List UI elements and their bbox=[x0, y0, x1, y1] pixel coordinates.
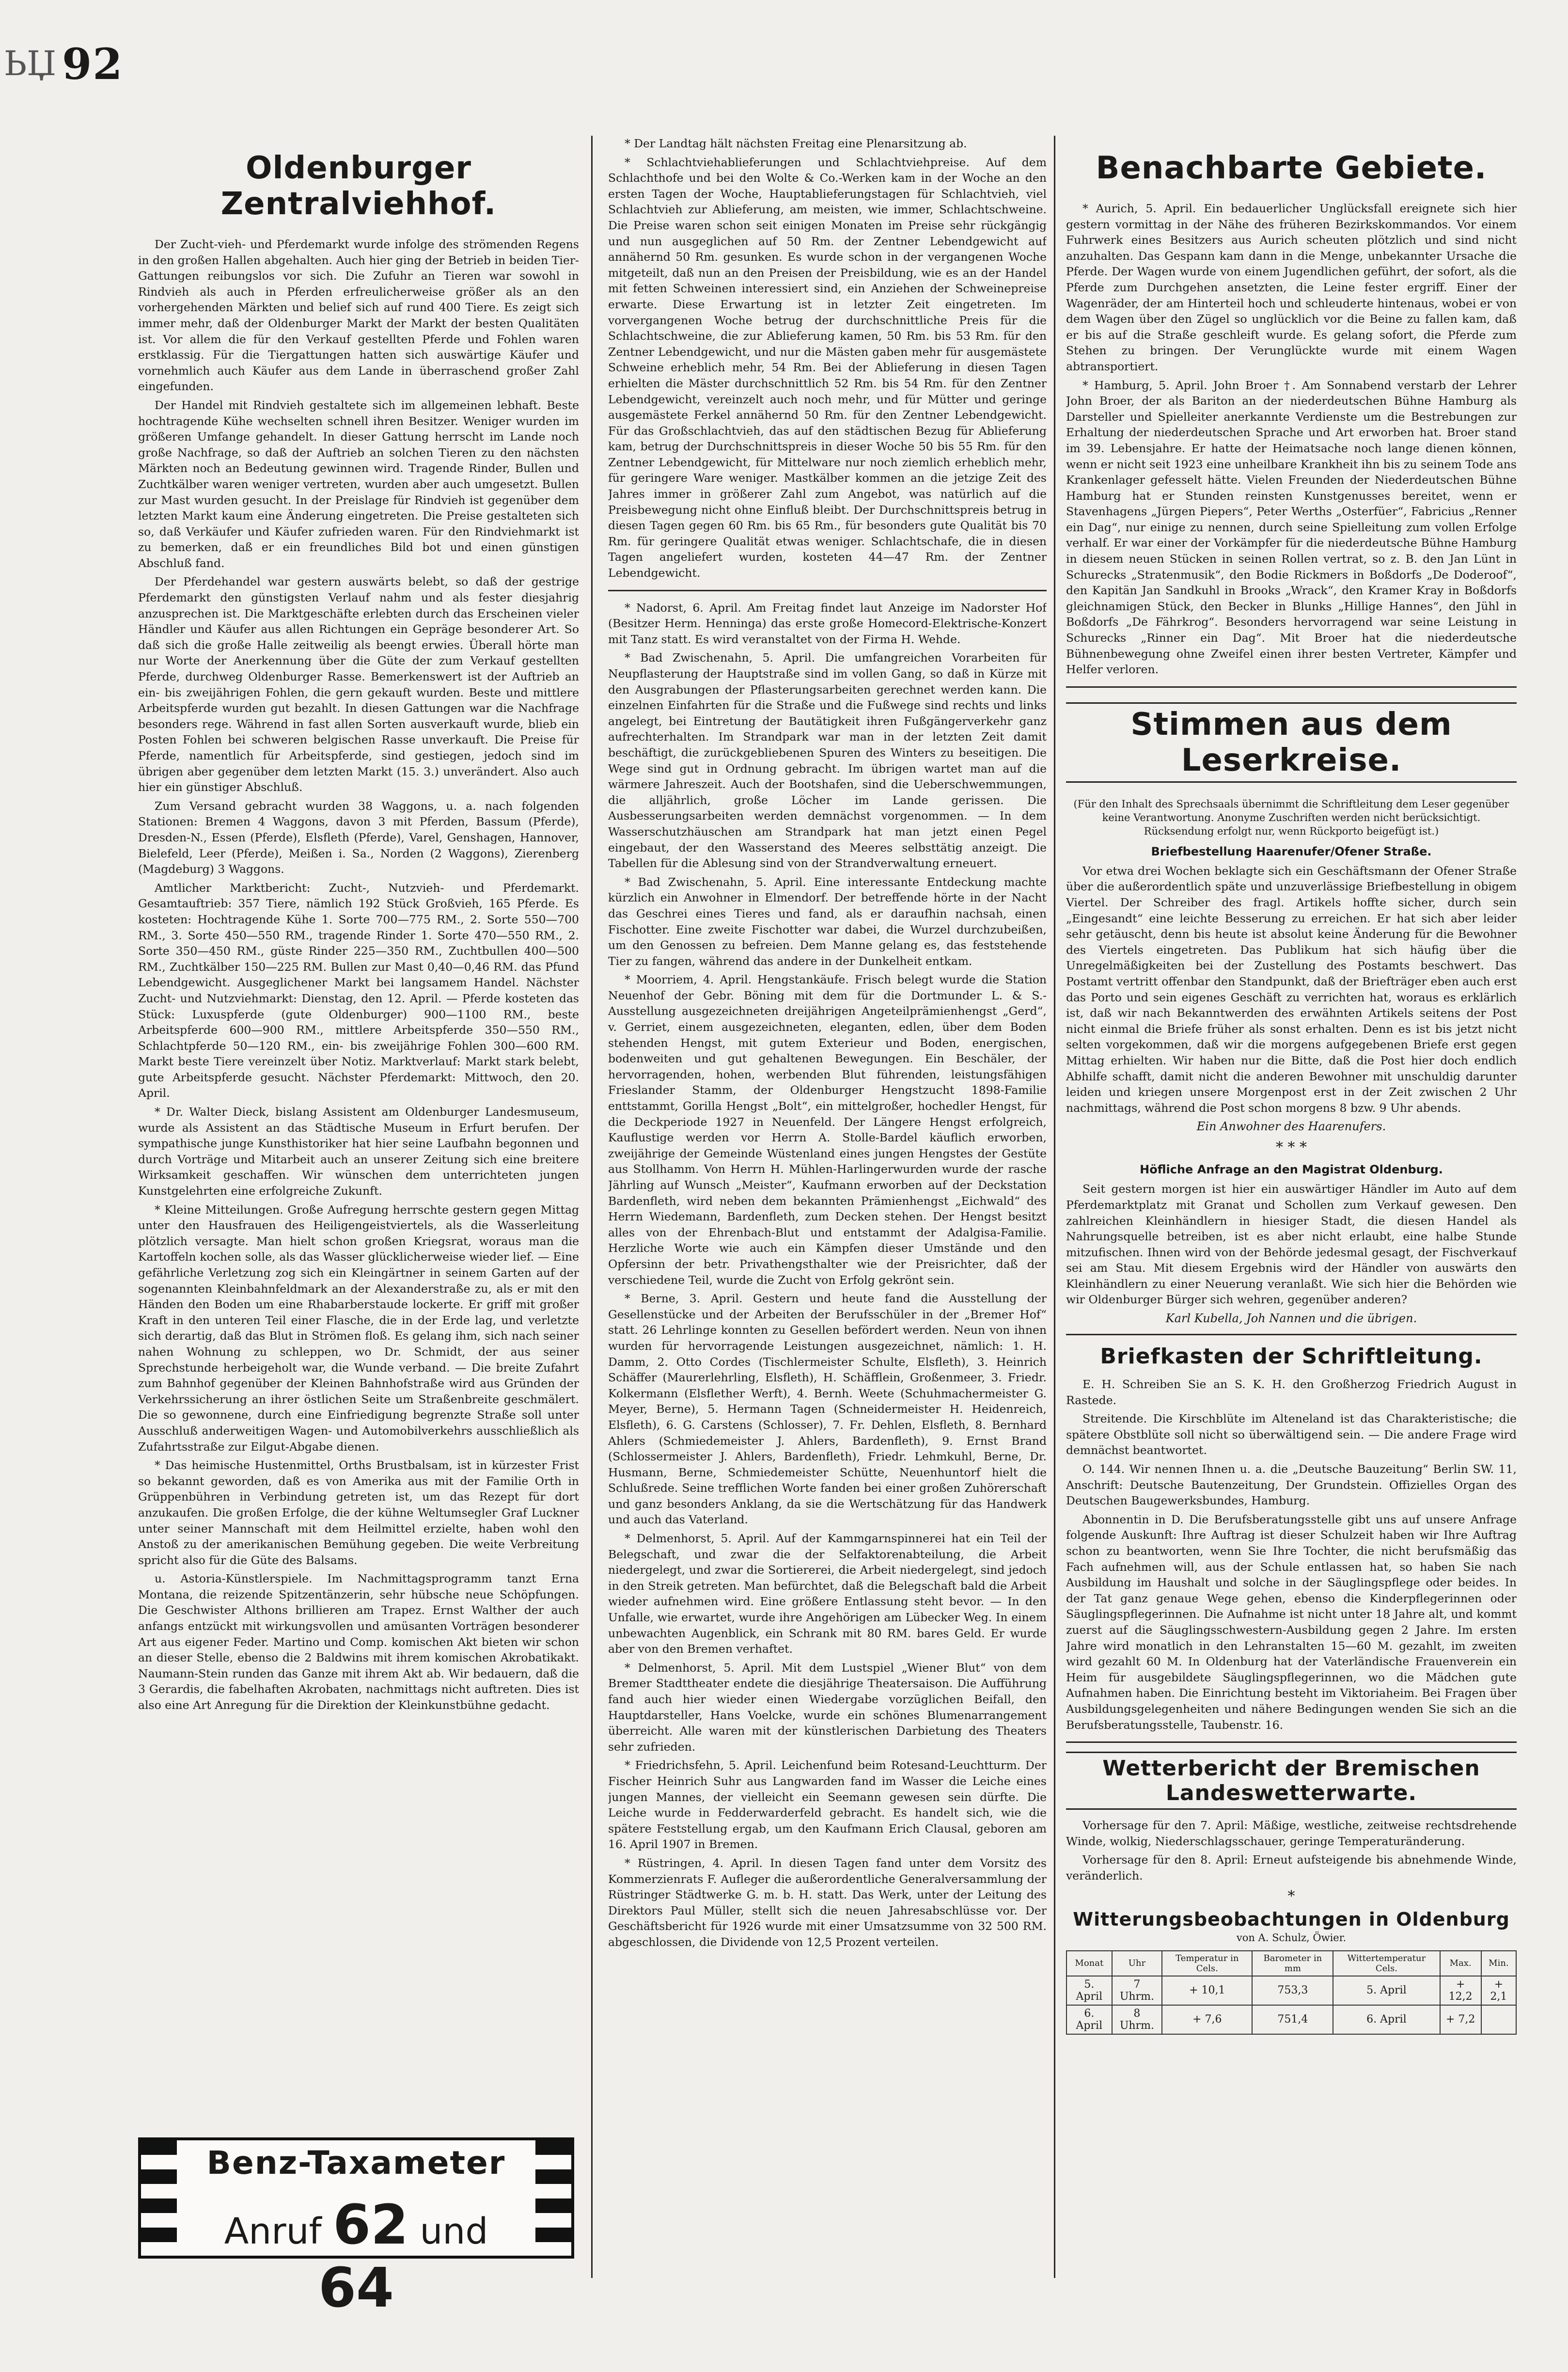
table-header-cell: Wittertemperatur Cels. bbox=[1333, 1951, 1440, 1976]
article-paragraph: * Friedrichsfehn, 5. April. Leichenfund beim Rotesand-Leuchtturm. Der Fischer Heinrich Suhr aus Langwarden fand im Wasser die Leiche eines jungen Mannes, der vielleicht ein Seemann gewesen sein dürfte. Die Leiche wurde in Fedderwarderfeld gebracht. Es handelt sich, wie die spätere Feststellung ergab, um den Kaufmann Erich Clausal, geboren am 16. April 1907 in Bremen. bbox=[608, 1758, 1047, 1851]
article-paragraph: * Berne, 3. April. Gestern und heute fand die Ausstellung der Gesellenstücke und der Arbeiten der Berufsschüler in der „Bremer Hof“ statt. 26 Lehrlinge konnten zu Gesellen befördert werden. Neun von ihnen wurden für hervorragende Leistungen ausgezeichnet, nämlich: 1. H. Damm, 2. Otto Cordes (Tischlermeister Schulte, Elsfleth), 3. Heinrich Schäffer (Maurerlehrling, Elsfleth), H. Schäfflein, Großenmeer, 3. Friedr. Kolkermann (Elsflether Werft), 4. Bernh. Weete (Schuhmachermeister G. Meyer, Berne), 5. Hermann Tagen (Schneidermeister H. Heidenreich, Elsfleth), 6. G. Carstens (Schlosser), 7. Fr. Dehlen, Elsfleth, 8. Bernhard Ahlers (Schmiedemeister J. Ahlers, Bardenfleth), 9. Ernst Brand (Schlossermeister J. Ahlers, Bardenfleth), Friedr. Lehmkuhl, Berne, Dr. Husmann, Berne, Schmiedemeister Schütte, Neuenhuntorf hielt die Schlußrede. Seine trefflichen Worte fanden bei einer großen Zuhörerschaft und ganz besonders Anklang, da sie die Wertschätzung für das Handwerk und auch das Vaterland. bbox=[608, 1292, 1047, 1527]
table-cell: + 7,2 bbox=[1440, 2005, 1481, 2034]
article-headline: Oldenburger Zentralviehhof. bbox=[220, 150, 497, 222]
article-paragraph: * Aurich, 5. April. Ein bedauerlicher Unglücksfall ereignete sich hier gestern vormittag in der Nähe des früheren Bezirkskommandos. Vor einem Fuhrwerk eines Besitzers aus Aurich scheuten plötzlich und sind nicht anzuhalten. Das Gespann kam dann in die Menge, unbekannter Ursache die Pferde. Der Wagen wurde von einem Jugendlichen geführt, der sofort, als die Pferde zum Durchgehen ansetzten, die Leine fester ergriff. Einer der Wagenräder, der am Hinterteil hoch und schleuderte hintenaus, wobei er von dem Wagen über den Zügel so unglücklich vor die Beine zu fallen kam, daß er bis auf die Straße geschleift wurde. Es gelang sofort, die Pferde zum Stehen zu bringen. Der Verunglückte wurde mit einem Wagen abtransportiert. bbox=[1066, 202, 1517, 373]
table-cell: + 2,1 bbox=[1481, 1976, 1516, 2005]
observer-line: von A. Schulz, Öwier. bbox=[1236, 1931, 1347, 1944]
ad-checker-border bbox=[141, 2140, 177, 2256]
article-paragraph: * Bad Zwischenahn, 5. April. Eine interessante Entdeckung machte kürzlich ein Anwohner in Elmendorf. Der betreffende hörte in der Nacht das Geschrei eines Tieres und fand, als er daraufhin nachsah, einen Fischotter. Eine zweite Fischotter war dabei, die Wurzel durchzubeißen, um den Genossen zu befreien. Dem Manne gelang es, das feststehende Tier zu fangen, während das andere in der Dunkelheit entkam. bbox=[608, 875, 1047, 968]
ad-checker-border bbox=[535, 2140, 571, 2256]
table-cell: + 10,1 bbox=[1162, 1976, 1252, 2005]
table-cell: 751,4 bbox=[1252, 2005, 1333, 2034]
separator-rule bbox=[608, 590, 1047, 591]
article-paragraph: Der Handel mit Rindvieh gestaltete sich im allgemeinen lebhaft. Beste hochtragende Kühe wechselten schnell ihren Besitzer. Weniger wurden im größeren Umfange gehandelt. In dieser Gattung herrscht im Lande noch große Nachfrage, so daß der Auftrieb an solchen Tieren zu den nächsten Märkten noch an Bedeutung gewinnen wird. Tragende Rinder, Bullen und Zuchtkälber waren weniger vertreten, wurden aber auch umgesetzt. Bullen zur Mast wurden gesucht. In der Preislage für Rindvieh ist gegenüber dem letzten Markt kaum eine Änderung eingetreten. Die Preise gestalteten sich so, daß Verkäufer und Käufer zufrieden waren. Für den Rindviehmarkt ist zu bemerken, daß er ein freundliches Bild bot und einen günstigen Abschluß fand. bbox=[138, 398, 579, 570]
article-paragraph: Zum Versand gebracht wurden 38 Waggons, u. a. nach folgenden Stationen: Bremen 4 Waggons, davon 3 mit Pferden, Bassum (Pferde), Dresden-N., Essen (Pferde), Elsfleth (Pferde), Varel, Genshagen, Hannover, Bielefeld, Leer (Pferde), Meißen i. Sa., Norden (2 Waggons), Zierenberg (Magdeburg) 3 Waggons. bbox=[138, 799, 579, 876]
ad-title: Benz-Taxameter bbox=[206, 2144, 506, 2182]
reply-paragraph: Abonnentin in D. Die Berufsberatungsstelle gibt uns auf unsere Anfrage folgende Auskunft: Ihre Auftrag ist dieser Schulzeit haben wir Ihre Auftrag schon zu beantworten, wenn Sie Ihre Tochter, die nicht berufsmäßig das Fach aufnehmen will, aus der Schule entlassen hat, so haben Sie nach Ausbildung im Haushalt und solche in der Säuglingspflege oder beides. In der Tat ganz genaue Wege gehen, ebenso die Kinderpflegerinnen oder Säuglingspflegerinnen. Die Aufnahme ist nicht unter 18 Jahre alt, und kommt zuerst auf die Säuglingsschwestern-Ausbildung gegen 2 Jahre. Im ersten Jahre wird monatlich in den Lehranstalten 15—60 M. gezahlt, im zweiten wird gezahlt 60 M. In Oldenburg hat der Vaterländische Frauenverein ein Heim für ausgebildete Säuglingspflegerinnen, wo die Mädchen gute Aufnahmen haben. Die Einrichtung besteht im Viktoriaheim. Bei Fragen über Ausbildungsgelegenheiten und nähere Bedingungen wenden Sie sich an die Berufsberatungsstelle, Taubenstr. 16. bbox=[1066, 1512, 1517, 1732]
table-cell: 7 Uhrm. bbox=[1112, 1976, 1162, 2005]
letter-text: Seit gestern morgen ist hier ein auswärtiger Händler im Auto auf dem Pferdemarktplatz mit Granat und Schollen zum Verkauf gewesen. Den zahlreichen Kleinhändlern in hiesiger Stadt, die diesen Handel als Nahrungsquelle betreiben, ist es aber nicht erlaubt, eine halbe Stunde mitzufischen. Ihnen wird von der Behörde jedesmal gesagt, der Fischverkauf sei am Stau. Mit diesem Ergebnis wird der Händler von auswärts den Kleinhändlern zu einer Neuerung veranlaßt. Wie sich hier die Behörden wie wir Oldenburger Bürger sich wehren, gegenüber anderen? bbox=[1066, 1182, 1517, 1307]
table-header-cell: Max. bbox=[1440, 1951, 1481, 1976]
corner-mark: ЬЏ bbox=[4, 44, 57, 83]
star-divider: * * * bbox=[1275, 1139, 1307, 1156]
column-rule bbox=[591, 136, 593, 2278]
table-cell: 8 Uhrm. bbox=[1112, 2005, 1162, 2034]
table-cell: 6. April bbox=[1333, 2005, 1440, 2034]
ad-call-prefix: Anruf bbox=[224, 2211, 322, 2252]
table-header-cell: Temperatur in Cels. bbox=[1162, 1951, 1252, 1976]
column-right bbox=[1066, 136, 1517, 2297]
table-row bbox=[1066, 2005, 1516, 2034]
ad-number-2: 64 bbox=[318, 2257, 394, 2320]
reply-paragraph: Streitende. Die Kirschblüte im Alteneland ist das Charakteristische; die spätere Obstblüte soll nicht so überwältigend sein. — Die andere Frage wird demnächst beantwortet. bbox=[1066, 1412, 1517, 1457]
reply-paragraph: O. 144. Wir nennen Ihnen u. a. die „Deutsche Bauzeitung“ Berlin SW. 11, Anschrift: Deutsche Bautenzeitung, Der Grundstein. Offizielles Organ des Deutschen Baugewerksbundes, Hamburg. bbox=[1066, 1462, 1517, 1508]
article-paragraph: * Bad Zwischenahn, 5. April. Die umfangreichen Vorarbeiten für Neupflasterung der Hauptstraße sind im vollen Gang, so daß in Kürze mit den Ausgrabungen der Pflasterungsarbeiten gerechnet werden kann. Die einzelnen Einfahrten für die Straße und die Fußwege sind rechts und links angelegt, bei Eintretung der Bautätigkeit ihren Fußgängerverkehr ganz aufrechterhalten. Im Strandpark war man in der letzten Zeit damit beschäftigt, die zurückgebliebenen Spuren des Winters zu beseitigen. Die Wege sind gut in Ordnung gebracht. Im übrigen wartet man auf die wärmere Jahreszeit. Auch der Bootshafen, sind die Ueberschwemmungen, die alljährlich, große Löcher im Lande gerissen. Die Ausbesserungsarbeiten werden demnächst vorgenommen. — In dem Wasserschutzhäuschen am Strandpark hat man jetzt einen Pegel eingebaut, der den Wasserstand des Meeres selbsttätig anzeigt. Die Tabellen für die Ablesung sind von der Strandverwaltung erneuert. bbox=[608, 651, 1047, 870]
forecast-paragraph: Vorhersage für den 7. April: Mäßige, westliche, zeitweise rechtsdrehende Winde, wolkig, Niederschlagsschauer, geringe Temperaturänderung. bbox=[1066, 1819, 1517, 1848]
column-middle bbox=[608, 136, 1047, 2297]
letter-title: Briefbestellung Haarenufer/Ofener Straße. bbox=[1151, 844, 1432, 858]
table-row bbox=[1066, 1976, 1516, 2005]
table-header-cell: Uhr bbox=[1112, 1951, 1162, 1976]
letter-text: Vor etwa drei Wochen beklagte sich ein Geschäftsmann der Ofener Straße über die außerordentlich späte und unzuverlässige Briefbestellung in obigem Viertel. Der Schreiber des fragl. Artikels hoffte sicher, durch sein „Eingesandt“ eine leichte Besserung zu erreichen. Er hat sich aber leider sehr getäuscht, denn bis heute ist absolut keine Änderung für die Bewohner des Viertels eingetreten. Das Publikum hat sich häufig über die Unregelmäßigkeiten bei der Zustellung des Postamts beschwert. Das Postamt vertritt offenbar den Standpunkt, daß der Briefträger eben auch erst das Porto und sein eigenes Geschäft zu verrichten hat, woraus es erklärlich ist, daß wir nach Bekanntwerden des erwähnten Artikels seitens der Post nicht einmal die Briefe früher als sonst erhalten. Denn es ist bis jetzt nicht selten vorgekommen, daß wir die morgens aufgegebenen Briefe erst gegen Mittag erhielten. Wir haben nur die Bitte, daß die Post hier doch endlich Abhilfe schafft, damit nicht die anderen Bewohner mit unschuldig darunter leiden und kriegen unsere Morgenpost erst in der Zeit zwischen 2 Uhr nachmittags, während die Post schon morgens 8 bzw. 9 Uhr abends. bbox=[1066, 864, 1517, 1115]
table-cell: 6. April bbox=[1066, 2005, 1112, 2034]
forecast-paragraph: Vorhersage für den 8. April: Erneut aufsteigende bis abnehmende Winde, veränderlich. bbox=[1066, 1853, 1517, 1882]
table-cell: 5. April bbox=[1333, 1976, 1440, 2005]
article-paragraph: * Moorriem, 4. April. Hengstankäufe. Frisch belegt wurde die Station Neuenhof der Gebr. Böning mit dem für die Dortmunder L. & S.-Ausstellung ausgezeichneten dreijährigen Angeteilprämienhengst „Gerd“, v. Gerriet, einem ausgezeichneten, eleganten, edlen, über dem Boden stehenden Hengst, mit gutem Exterieur und Boden, energischen, bodenweiten und gut gehaltenen Bewegungen. Ein Beschäler, der hervorragenden, hohen, werbenden Blut führenden, leistungsfähigen Frieslander Stamm, der Oldenburger Hengstzucht 1898-Familie enttstammt, Gorilla Hengst „Bolt“, ein mittelgroßer, hochedler Hengst, für die Deckperiode 1927 in Neuenfeld. Der Längere Hengst erfolgreich, Kauflustige werden vor Herrn A. Stolle-Bardel käuflich erworben, zweijährige der Gemeinde Wüstenland eines jungen Hengstes der Gestüte aus Stollhamm. Von Herrn H. Mühlen-Harlingerwurden wurde der rasche Jährling auf Wunsch „Meister“, Kaufmann erworben auf der Deckstation Bardenfleth, wird neben dem bekannten Prämienhengst „Eichwald“ des Herrn Wiedemann, Bardenfleth, zum Decken stehen. Der Hengst besitzt alles von der Ehrenbach-Blut und entstammt der Adalgisa-Familie. Herzliche Worte wie auch ein Kämpfen dieser Umstände und den Opfersinn der betr. Privathengsthalter wie der Preisrichter, daß der verschiedene Teil, wurde die Zucht von Erfolg gekrönt sein. bbox=[608, 973, 1047, 1287]
article-paragraph: * Delmenhorst, 5. April. Mit dem Lustspiel „Wiener Blut“ von dem Bremer Stadttheater endete die diesjährige Theatersaison. Die Aufführung fand auch hier wieder einen Wiedergabe vorzüglichen Beifall, den Hauptdarsteller, Hans Voelcke, wurde ein schönes Blumenarrangement überreicht. Alle waren mit der künstlerischen Darbietung des Theaters sehr zufrieden. bbox=[608, 1660, 1047, 1754]
table-cell bbox=[1481, 2005, 1516, 2034]
page-number: 92 bbox=[62, 39, 124, 89]
section-headline: Stimmen aus dem Leserkreise. bbox=[1066, 702, 1517, 783]
column-rule bbox=[1054, 136, 1055, 2278]
article-paragraph: * Dr. Walter Dieck, bislang Assistent am Oldenburger Landesmuseum, wurde als Assistent an das Städtische Museum in Erfurt berufen. Der sympathische junge Kunsthistoriker hat hier seine Laufbahn begonnen und durch Vorträge und Mitarbeit auch an unserer Zeitung sich eine breitere Wirksamkeit geschaffen. Wir wünschen dem unterrichteten jungen Kunstgelehrten eine erfolgreiche Zukunft. bbox=[138, 1105, 579, 1198]
article-paragraph: * Schlachtviehablieferungen und Schlachtviehpreise. Auf dem Schlachthofe und bei den Wolte & Co.-Werken kam in der Woche an den ersten Tagen der Woche, Hauptablieferungstagen für Schlachtvieh, viel Schlachtvieh zur Ablieferung, am meisten, wie immer, Schlachtschweine. Die Preise waren schon seit einigen Monaten im Preise sehr rückgängig und nun ausgeglichen auf 50 Rm. der Zentner Lebendgewicht auf annähernd 50 Rm. gesunken. Es wurde schon in der vergangenen Woche mitgeteilt, daß nun an den Preisen der Preisbildung, wie es an der Handel mit fetten Schweinen interessiert sind, ein Anziehen der Schweinepreise erwarte. Diese Erwartung ist in letzter Zeit eingetreten. Im vorvergangenen Woche betrug der durchschnittliche Preis für die Schlachtschweine, die zur Ablieferung kamen, 50 Rm. bis 53 Rm. für den Zentner Lebendgewicht, und nur die Mästen gaben mehr für ausgemästete Schweine erheblich mehr, 54 Rm. Bei der Ablieferung in diesen Tagen erhielten die Mäster durchschnittlich 52 Rm. bis 54 Rm. für den Zentner Lebendgewicht, vereinzelt auch noch mehr, und für Mütter und geringe ausgemästete Ferkel annähernd 50 Rm. für den Zentner Lebendgewicht. Für das Großschlachtvieh, das auf den städtischen Bezug für Ablieferung kam, betrug der Durchschnittspreis in dieser Woche 50 bis 55 Rm. für den Zentner Lebendgewicht, für Mittelware nur noch ziemlich erheblich mehr, für geringere Ware weniger. Mastkälber kommen an die jetzige Zeit des Jahres immer in größerer Zahl zum Angebot, was natürlich auf die Preisbewegung nicht ohne Einfluß bleibt. Der Durchschnittspreis betrug in diesen Tagen gegen 60 Rm. bis 65 Rm., für besonders gute Qualität bis 70 Rm. für geringere Qualität etwas weniger. Schlachtschafe, die in diesen Tagen angeliefert wurden, kosteten 44—47 Rm. der Zentner Lebendgewicht. bbox=[608, 155, 1047, 580]
separator-rule bbox=[1066, 686, 1517, 688]
article-paragraph: * Hamburg, 5. April. John Broer †. Am Sonnabend verstarb der Lehrer John Broer, der als Bariton an der niederdeutschen Bühne Hamburg als Darsteller und Spielleiter anerkannte Verdienste um die Bestrebungen zur Erhaltung der niederdeutschen Sprache und Art erworben hat. Broer stand im 39. Lebensjahre. Er hatte der Heimatsache noch lange dienen können, wenn er nicht seit 1923 eine unheilbare Krankheit ihn bis zu seinem Tode ans Krankenlager gefesselt hätte. Vielen Freunden der Niederdeutschen Bühne Hamburg hat er Stunden reinsten Kunstgenusses bereitet, wenn er Stavenhagens „Jürgen Piepers“, Peter Werths „Osterfüer“, Fabricius „Renner ein Dag“, nur einige zu nennen, durch seine Spielleitung zum vollen Erfolge verhalf. Er war einer der Vorkämpfer für die niederdeutsche Bühne Hamburg in diesem neuen Stücken in seinen Rollen vertrat, so z. B. den Jan Lünt in Schurecks „Stratenmusik“, den Bodie Rickmers in Boßdorfs „De Doderoof“, den Kapitän Jan Sandkuhl in Brooks „Wrack“, den Kramer Kray in Boßdorfs gleichnamigen Stück, den Becker in Blunks „Hillige Hannes“, den Jühl in Boßdorfs „De Fährkrog“. Besonders hervorragend war seine Leistung in Schurecks „Rinner ein Dag“. Mit Broer hat die niederdeutsche Bühnenbewegung ohne Zweifel einen ihrer besten Vertreter, Kämpfer und Helfer verloren. bbox=[1066, 378, 1517, 677]
table-header-row bbox=[1066, 1951, 1516, 1976]
article-paragraph: Der Zucht-vieh- und Pferdemarkt wurde infolge des strömenden Regens in den großen Hallen abgehalten. Auch hier ging der Betrieb in beiden Tier-Gattungen reibungslos vor sich. Die Zufuhr an Tieren war sowohl in Rindvieh als auch in Pferden erfreulicherweise größer als an den vorhergehenden Märkten und belief sich auf rund 400 Tiere. Es zeigt sich immer mehr, daß der Oldenburger Markt der Markt der besten Qualitäten ist. Vor allem die für den Verkauf gestellten Pferde und Fohlen waren erstklassig. Für die Tiergattungen hatten sich auswärtige Käufer und vornehmlich auch Käufer aus dem Lande in überraschend großer Zahl eingefunden. bbox=[138, 237, 579, 394]
separator-rule bbox=[1066, 1741, 1517, 1743]
article-paragraph: * Kleine Mitteilungen. Große Aufregung herrschte gestern gegen Mittag unter den Hausfrauen des Heiligengeistviertels, als die Wasserleitung plötzlich versagte. Man hielt schon großen Kriegsrat, woraus man die Kartoffeln kochen solle, als das Wasser glücklicherweise wieder lief. — Eine gefährliche Verletzung zog sich ein Kleingärtner in seinem Garten auf der sogenannten Kleinbahnfeldmark an der Alexanderstraße zu, als er mit den Händen den Boden um eine Rhabarberstaude lockerte. Er griff mit großer Kraft in den unteren Teil einer Flasche, die in der Erde lag, und verletzte sich derartig, daß das Blut in Strömen floß. Es gelang ihm, sich nach seiner nahen Wohnung zu schleppen, wo Dr. Schmidt, der aus seiner Sprechstunde herbeigeholt war, die Wunde verband. — Die breite Zufahrt zum Bahnhof gegenüber der Kleinen Bahnhofstraße wird aus Gründen der Verkehrssicherung an ihrer östlichen Seite um Straßenbreite geschmälert. Die so gewonnene, durch eine Einfriedigung begrenzte Straße soll unter Ausschluß anderweitigen Wagen- und Automobilverkehrs ausschließlich als Zufahrtsstraße zur Eilgut-Abgabe dienen. bbox=[138, 1202, 579, 1454]
article-paragraph: * Das heimische Hustenmittel, Orths Brustbalsam, ist in kürzester Frist so bekannt geworden, daß es von Amerika aus mit der Familie Orth in Grüppenbühren in Verbindung getreten ist, um das Rezept für dort anzukaufen. Die großen Erfolge, die der kühne Weltumsegler Graf Luckner unter seiner Mannschaft mit dem Heilmittel erzielte, haben wohl den Anstoß zu der amerikanischen Bemühung gegeben. Die weite Verbreitung spricht also für die Güte des Balsams. bbox=[138, 1458, 579, 1567]
article-paragraph: * Nadorst, 6. April. Am Freitag findet laut Anzeige im Nadorster Hof (Besitzer Herm. Henninga) das erste große Homecord-Elektrische-Konzert mit Tanz statt. Es wird veranstaltet von der Firma H. Wehde. bbox=[608, 601, 1047, 646]
article-paragraph: * Rüstringen, 4. April. In diesen Tagen fand unter dem Vorsitz des Kommerzienrats F. Aufleger die außerordentliche Generalversammlung der Rüstringer Städtwerke G. m. b. H. statt. Das Werk, unter der Leitung des Direktors Paul Müller, stellt sich die neuen Jahresabschlüsse vor. Der Geschäftsbericht für 1926 wurde mit einer Umsatzsumme von 32 500 RM. abgeschlossen, die Dividende von 12,5 Prozent verteilen. bbox=[608, 1856, 1047, 1949]
table-cell: + 12,2 bbox=[1440, 1976, 1481, 2005]
article-paragraph: Amtlicher Marktbericht: Zucht-, Nutzvieh- und Pferdemarkt. Gesamtauftrieb: 357 Tiere, nämlich 192 Stück Großvieh, 165 Pferde. Es kosteten: Hochtragende Kühe 1. Sorte 700—775 RM., 2. Sorte 550—700 RM., 3. Sorte 450—550 RM., tragende Rinder 1. Sorte 470—550 RM., 2. Sorte 350—450 RM., güste Rinder 225—350 RM., Zuchtbullen 400—500 RM., Zuchtkälber 150—225 RM. Bullen zur Mast 0,40—0,46 RM. das Pfund Lebendgewicht. Ausgeglichener Markt bei langsamem Handel. Nächster Zucht- und Nutzviehmarkt: Dienstag, den 12. April. — Pferde kosteten das Stück: Luxuspferde (gute Oldenburger) 900—1100 RM., beste Arbeitspferde 600—900 RM., mittlere Arbeitspferde 350—550 RM., Schlachtpferde 50—120 RM., ein- bis zweijährige Fohlen 300—600 RM. Markt beste Tiere vereinzelt über Notiz. Marktverlauf: Markt stark belebt, gute Arbeitspferde gesucht. Nächster Pferdemarkt: Mittwoch, den 20. April. bbox=[138, 881, 579, 1100]
table-cell: 5. April bbox=[1066, 1976, 1112, 2005]
table-header-cell: Monat bbox=[1066, 1951, 1112, 1976]
section-headline: Wetterbericht der Bremischen Landeswetterwarte. bbox=[1066, 1752, 1517, 1810]
ad-and: und bbox=[420, 2211, 488, 2252]
weather-table bbox=[1066, 1950, 1517, 2035]
table-cell: 753,3 bbox=[1252, 1976, 1333, 2005]
section-headline: Benachbarte Gebiete. bbox=[1096, 150, 1487, 186]
star-divider: * bbox=[1287, 1887, 1295, 1905]
section-headline: Briefkasten der Schriftleitung. bbox=[1100, 1344, 1483, 1369]
article-paragraph: Der Pferdehandel war gestern auswärts belebt, so daß der gestrige Pferdemarkt den günstigsten Verlauf nahm und als fester diesjahrig anzusprechen ist. Die Marktgeschäfte erlebten durch das Erscheinen vieler Händler und Käufer aus allen Richtungen ein Gepräge besonderer Art. So daß sich die große Halle zeitweilig als beengt erwies. Überall hörte man nur Worte der Anerkennung über die Güte der zum Verkauf gestellten Pferde, durchweg Oldenburger Rasse. Bemerkenswert ist der Auftrieb an ein- bis zweijährigen Fohlen, die gern gekauft wurden. Beste und mittlere Arbeitspferde wurden gut bezahlt. In diesen Gattungen war die Nachfrage besonders rege. Während in fast allen Sorten ausverkauft wurde, blieb ein Posten Fohlen bei schweren belgischen Rasse unverkauft. Die Preise für Pferde, namentlich für Arbeitspferde, sind gestiegen, jedoch sind im übrigen aber gegenüber dem letzten Markt (15. 3.) unverändert. Also auch hier ein günstiger Abschluß. bbox=[138, 575, 579, 794]
article-paragraph: u. Astoria-Künstlerspiele. Im Nachmittagsprogramm tanzt Erna Montana, die reizende Spitzentänzerin, sehr hübsche neue Schöpfungen. Die Geschwister Althons brillieren am Trapez. Ernst Walther der auch anfangs entzückt mit wirkungsvollen und amüsanten Vorträgen besonderer Art aus eigener Feder. Martino und Comp. komischen Akt bieten wir schon an dieser Stelle, ebenso die 2 Baldwins mit ihrem komischen Akrobatikakt. Naumann-Stein runden das Ganze mit ihrem Akt ab. Wir bedauern, daß die 3 Gerardis, die fabelhaften Akrobaten, nachmittags nicht auftreten. Dies ist also eine Art Anregung für die Direktion der Kleinkunstbühne gedacht. bbox=[138, 1572, 579, 1712]
taxi-advertisement bbox=[138, 2137, 574, 2320]
letter-signature: Karl Kubella, Joh Nannen und die übrigen. bbox=[1165, 1312, 1417, 1326]
letter-signature: Ein Anwohner des Haarenufers. bbox=[1196, 1120, 1386, 1134]
table-cell: + 7,6 bbox=[1162, 2005, 1252, 2034]
article-paragraph: * Delmenhorst, 5. April. Auf der Kammgarnspinnerei hat ein Teil der Belegschaft, und zwar die der Selfaktorenabteilung, die Arbeit niedergelegt, und zwar die Sortiererei, die Arbeit niedergelegt, sind jedoch in den Streik getreten. Man befürchtet, daß die Belegschaft bald die Arbeit wieder aufnehmen wird. Eine größere Entlassung steht bevor. — In den Unfalle, wie erwartet, wurde ihre Angehörigen am Lübecker Weg. In einem unbewachten Augenblick, ein Schrank mit 80 RM. bares Geld. Er wurde aber von den Bremen verhaftet. bbox=[608, 1532, 1047, 1656]
ad-number-1: 62 bbox=[333, 2194, 408, 2257]
table-header-cell: Barometer in mm bbox=[1252, 1951, 1333, 1976]
ad-phone-line bbox=[185, 2194, 528, 2320]
disclaimer-note: (Für den Inhalt des Sprechsaals übernimmt die Schriftleitung dem Leser gegenüber keine Verantwortung. Anonyme Zuschriften werden nicht berücksichtigt. Rücksendung erfolgt nur, wenn Rückporto beigefügt ist.) bbox=[1073, 798, 1509, 837]
article-paragraph: * Der Landtag hält nächsten Freitag eine Plenarsitzung ab. bbox=[625, 137, 967, 150]
separator-rule bbox=[1066, 1334, 1517, 1335]
column-left bbox=[138, 136, 579, 2297]
section-headline: Witterungsbeobachtungen in Oldenburg bbox=[1073, 1908, 1510, 1930]
table-header-cell: Min. bbox=[1481, 1951, 1516, 1976]
letter-title: Höfliche Anfrage an den Magistrat Oldenburg. bbox=[1140, 1163, 1443, 1177]
reply-paragraph: E. H. Schreiben Sie an S. K. H. den Großherzog Friedrich August in Rastede. bbox=[1066, 1377, 1517, 1407]
